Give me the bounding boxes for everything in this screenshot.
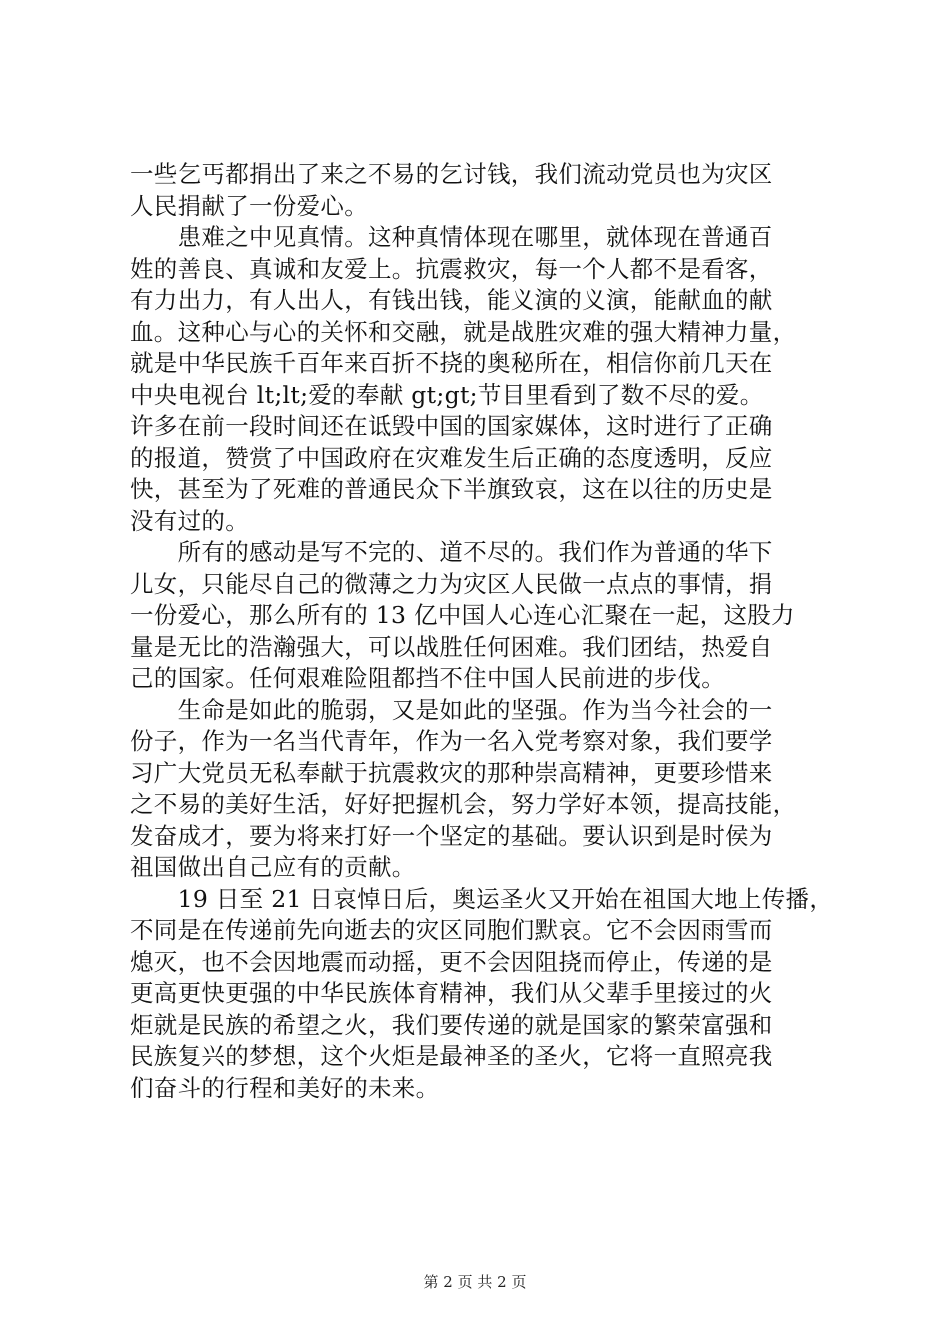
text-line: 发奋成才，要为将来打好一个坚定的基础。要认识到是时侯为: [130, 821, 773, 850]
body-text: [130, 159, 860, 1104]
text-line: 的报道，赞赏了中国政府在灾难发生后正确的态度透明，反应: [130, 443, 773, 472]
text-line: 一份爱心，那么所有的 13 亿中国人心连心汇聚在一起，这股力: [130, 601, 795, 629]
text-line: 许多在前一段时间还在诋毁中国的国家媒体，这时进行了正确: [130, 412, 773, 440]
text-line: 19 日至 21 日哀悼日后，奥运圣火又开始在祖国大地上传播，: [130, 884, 834, 913]
text-line: 姓的善良、真诚和友爱上。抗震救灾，每一个人都不是看客，: [130, 254, 773, 283]
text-line: 一些乞丐都捐出了来之不易的乞讨钱，我们流动党员也为灾区: [130, 160, 773, 188]
text-line: 有力出力，有人出人，有钱出钱，能义演的义演，能献血的献: [130, 286, 773, 314]
text-line: 己的国家。任何艰难险阻都挡不住中国人民前进的步伐。: [130, 664, 725, 692]
page-footer: 第 2 页 共 2 页: [423, 1273, 527, 1291]
text-line: 儿女，只能尽自己的微薄之力为灾区人民做一点点的事情，捐: [130, 569, 773, 598]
text-line: 血。这种心与心的关怀和交融，就是战胜灾难的强大精神力量，: [130, 317, 797, 346]
text-line: 们奋斗的行程和美好的未来。: [130, 1073, 440, 1102]
text-line: 习广大党员无私奉献于抗震救灾的那种崇高精神，更要珍惜来: [130, 758, 773, 787]
text-line: 就是中华民族千百年来百折不挠的奥秘所在，相信你前几天在: [130, 349, 773, 377]
text-line: 民族复兴的梦想，这个火炬是最神圣的圣火，它将一直照亮我: [130, 1042, 773, 1070]
text-line: 熄灭，也不会因地震而动摇，更不会因阻挠而停止，传递的是: [130, 947, 773, 976]
text-line: 患难之中见真情。这种真情体现在哪里，就体现在普通百: [130, 223, 773, 251]
text-line: 所有的感动是写不完的、道不尽的。我们作为普通的华下: [130, 538, 773, 566]
text-line: 中央电视台 lt;lt;爱的奉献 gt;gt;节目里看到了数不尽的爱。: [130, 380, 764, 409]
text-line: 人民捐献了一份爱心。: [130, 191, 368, 220]
text-line: 祖国做出自己应有的贡献。: [130, 853, 416, 881]
text-line: 不同是在传递前先向逝去的灾区同胞们默哀。它不会因雨雪而: [130, 916, 773, 944]
text-line: 量是无比的浩瀚强大，可以战胜任何困难。我们团结，热爱自: [130, 632, 773, 661]
text-line: 炬就是民族的希望之火，我们要传递的就是国家的繁荣富强和: [130, 1010, 773, 1039]
text-line: 生命是如此的脆弱，又是如此的坚强。作为当今社会的一: [130, 695, 773, 724]
text-line: 之不易的美好生活，好好把握机会，努力学好本领，提高技能，: [130, 790, 797, 818]
text-line: 更高更快更强的中华民族体育精神，我们从父辈手里接过的火: [130, 979, 773, 1007]
text-line: 没有过的。: [130, 506, 249, 535]
text-line: 快，甚至为了死难的普通民众下半旗致哀，这在以往的历史是: [130, 475, 773, 503]
text-line: 份子，作为一名当代青年，作为一名入党考察对象，我们要学: [130, 727, 773, 755]
